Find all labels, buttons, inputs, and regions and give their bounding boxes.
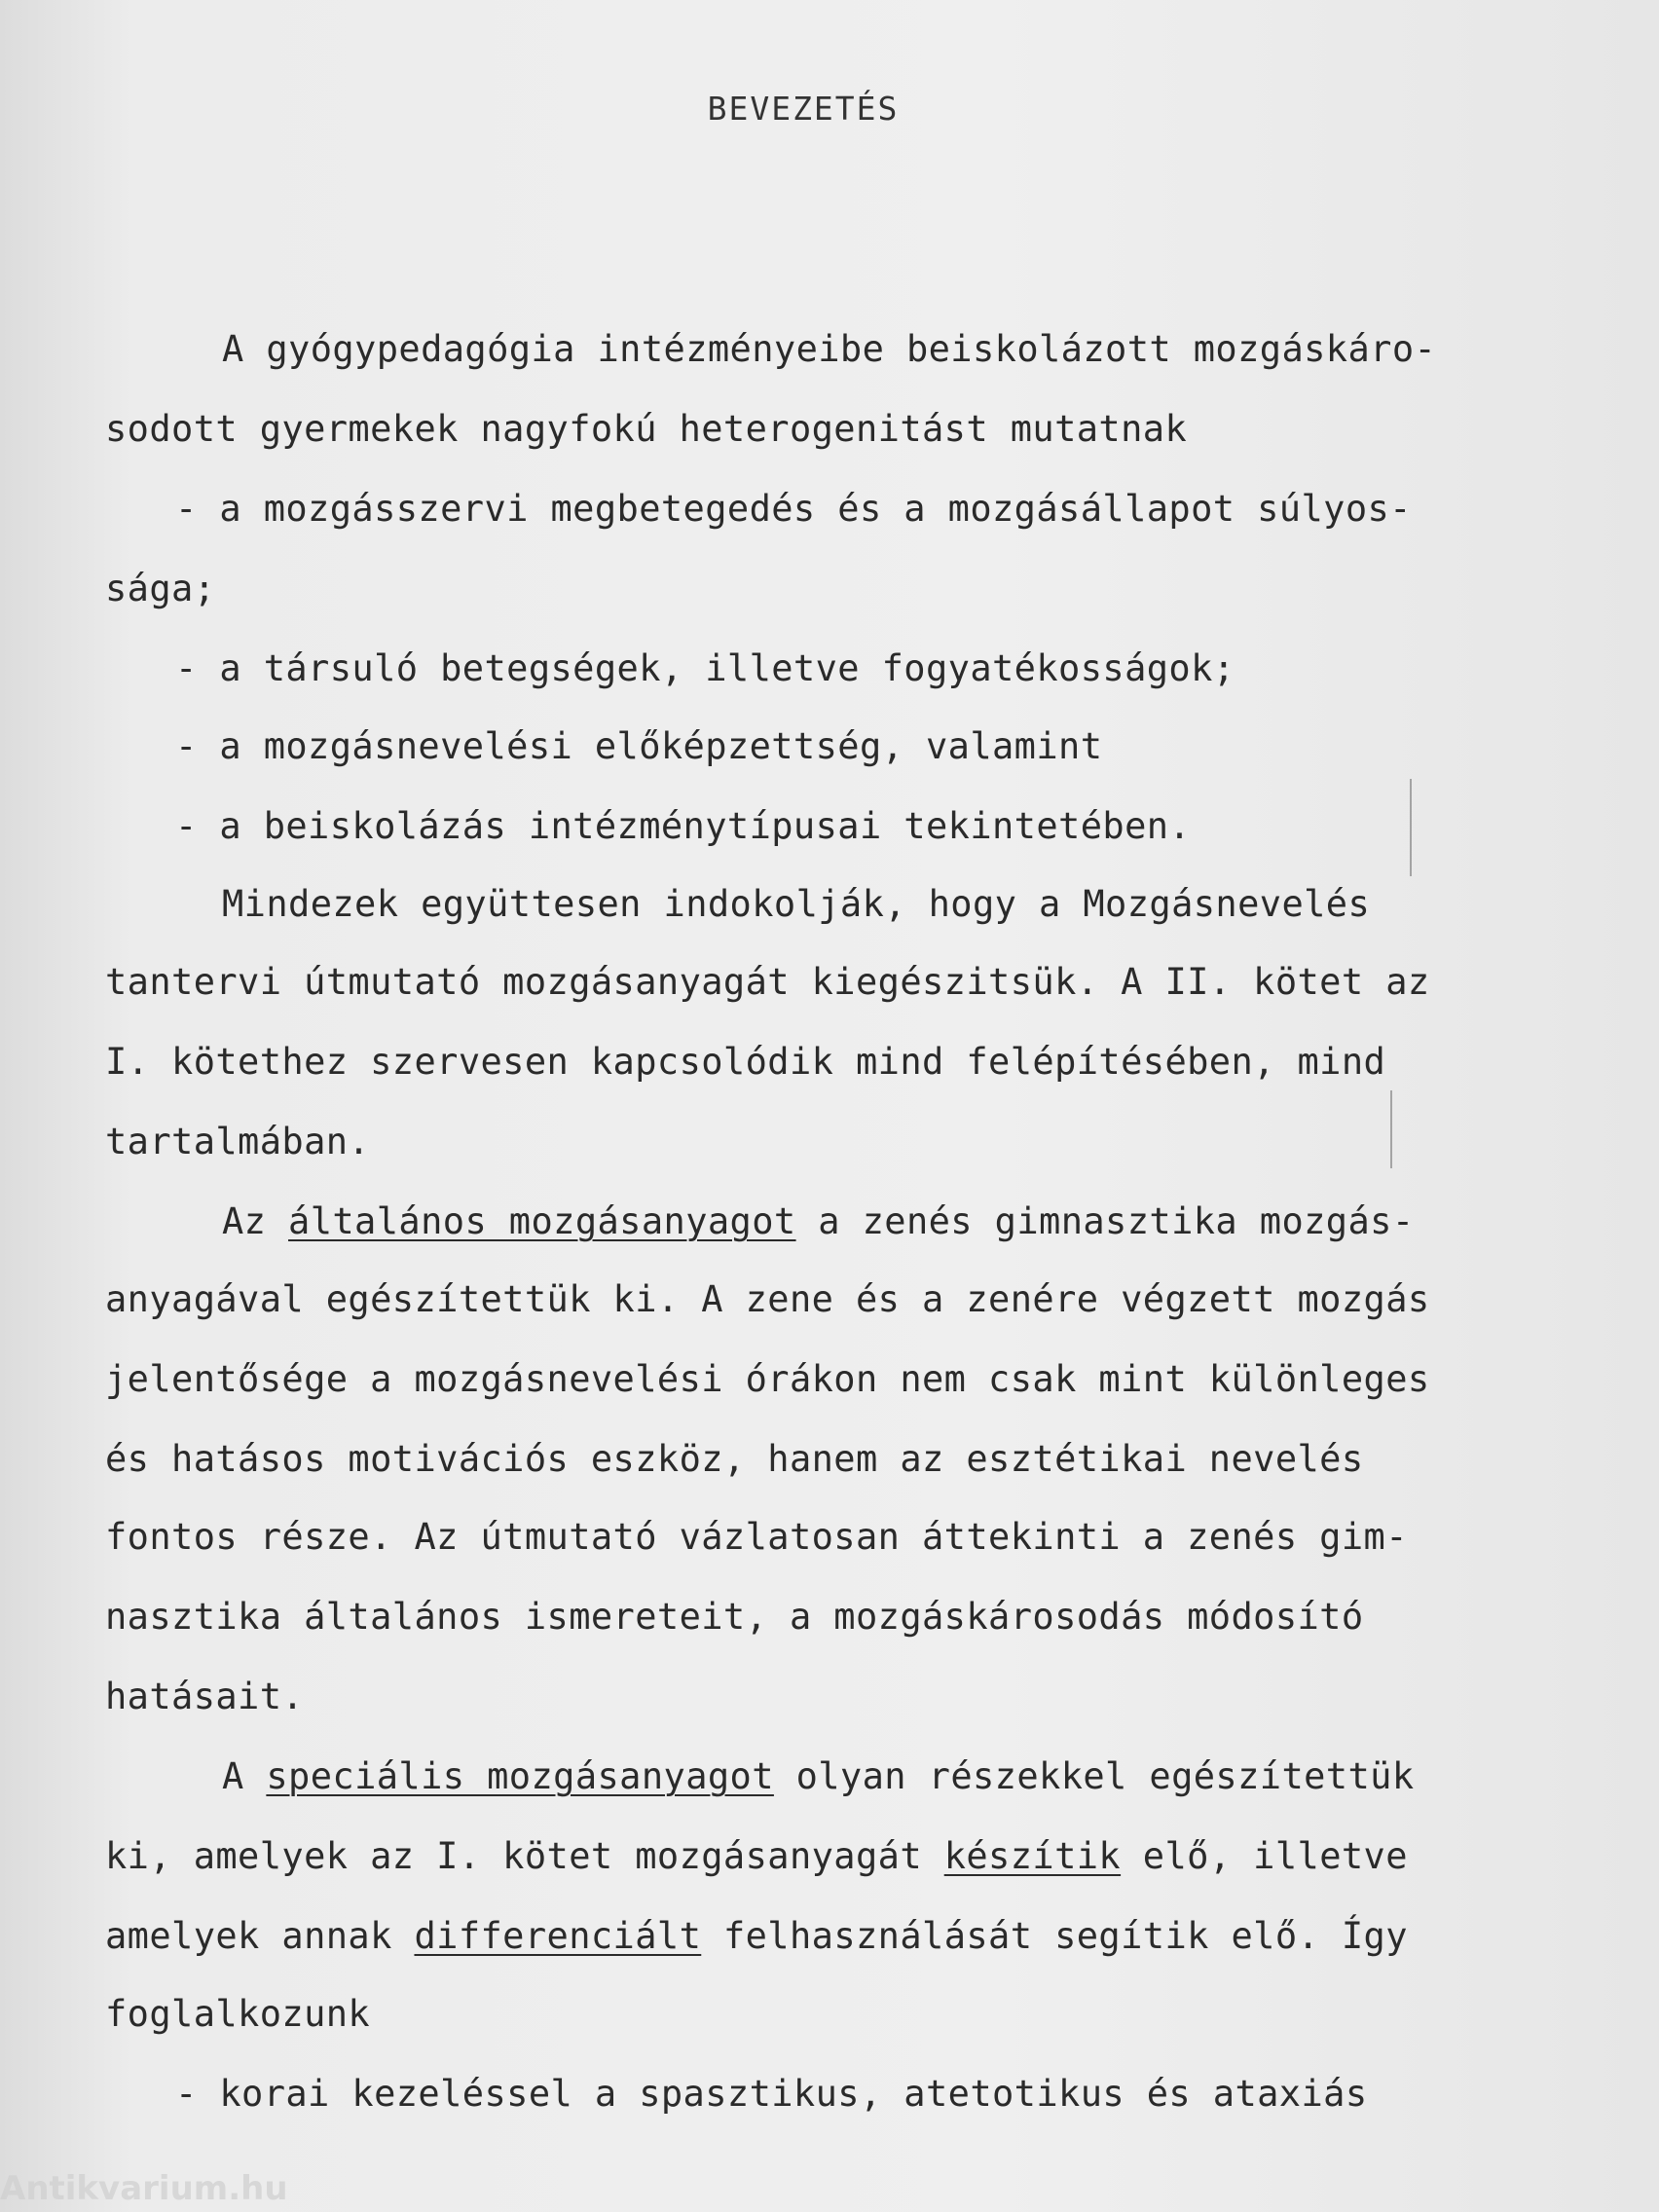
margin-mark [1410,779,1412,876]
text-line: anyagával egészítettük ki. A zene és a zenére végzett mozgás [105,1278,1430,1320]
underline-special-material: speciális mozgásanyagot [266,1755,774,1797]
text-line: I. kötethez szervesen kapcsolódik mind felépítésében, mind [105,1041,1386,1083]
text-line: - a beiskolázás intézménytípusai tekintetében. [175,805,1192,847]
text-line: tantervi útmutató mozgásanyagát kiegészitsük. A II. kötet az [105,961,1430,1003]
text-line: - a társuló betegségek, illetve fogyatékosságok; [175,647,1235,689]
underline-general-material: általános mozgásanyagot [288,1200,796,1242]
text-fragment: amelyek annak [105,1915,415,1957]
underline-prepare: készítik [943,1835,1122,1877]
text-line: A gyógypedagógia intézményeibe beiskolázott mozgáskáro- [222,328,1437,370]
text-line: hatásait. [105,1676,305,1717]
text-line-underlined [222,1200,1415,1242]
text-line: fontos része. Az útmutató vázlatosan áttekinti a zenés gim- [105,1516,1408,1558]
underline-differentiated: differenciált [414,1915,702,1957]
watermark: Antikvarium.hu [0,2169,288,2208]
text-fragment: a zenés gimnasztika mozgás- [795,1200,1415,1242]
text-line: Mindezek együttesen indokolják, hogy a Mozgásnevelés [222,883,1371,925]
text-fragment: olyan részekkel egészítettük [773,1755,1415,1797]
text-line-underlined [105,1915,1408,1957]
text-line-underlined [105,1835,1408,1877]
text-line: tartalmában. [105,1121,371,1162]
text-line: sága; [105,568,216,609]
text-line: - a mozgásszervi megbetegedés és a mozgásállapot súlyos- [175,488,1412,530]
text-line-underlined [222,1755,1415,1797]
text-line: foglalkozunk [105,1993,371,2035]
text-line: nasztika általános ismereteit, a mozgáskárosodás módosító [105,1596,1364,1638]
margin-mark [1390,1090,1392,1168]
document-title: BEVEZETÉS [707,90,900,128]
text-line: - korai kezeléssel a spasztikus, atetotikus és ataxiás [175,2073,1368,2115]
text-line: sodott gyermekek nagyfokú heterogenitást mutatnak [105,408,1188,450]
text-line: jelentősége a mozgásnevelési órákon nem csak mint különleges [105,1358,1430,1400]
text-line: és hatásos motivációs eszköz, hanem az esztétikai nevelés [105,1438,1364,1480]
text-fragment: A [222,1755,267,1797]
text-fragment: ki, amelyek az I. kötet mozgásanyagát [105,1835,944,1877]
text-fragment: elő, illetve [1121,1835,1408,1877]
text-line: - a mozgásnevelési előképzettség, valamint [175,725,1103,767]
text-fragment: felhasználását segítik elő. Így [701,1915,1408,1957]
text-fragment: Az [222,1200,289,1242]
